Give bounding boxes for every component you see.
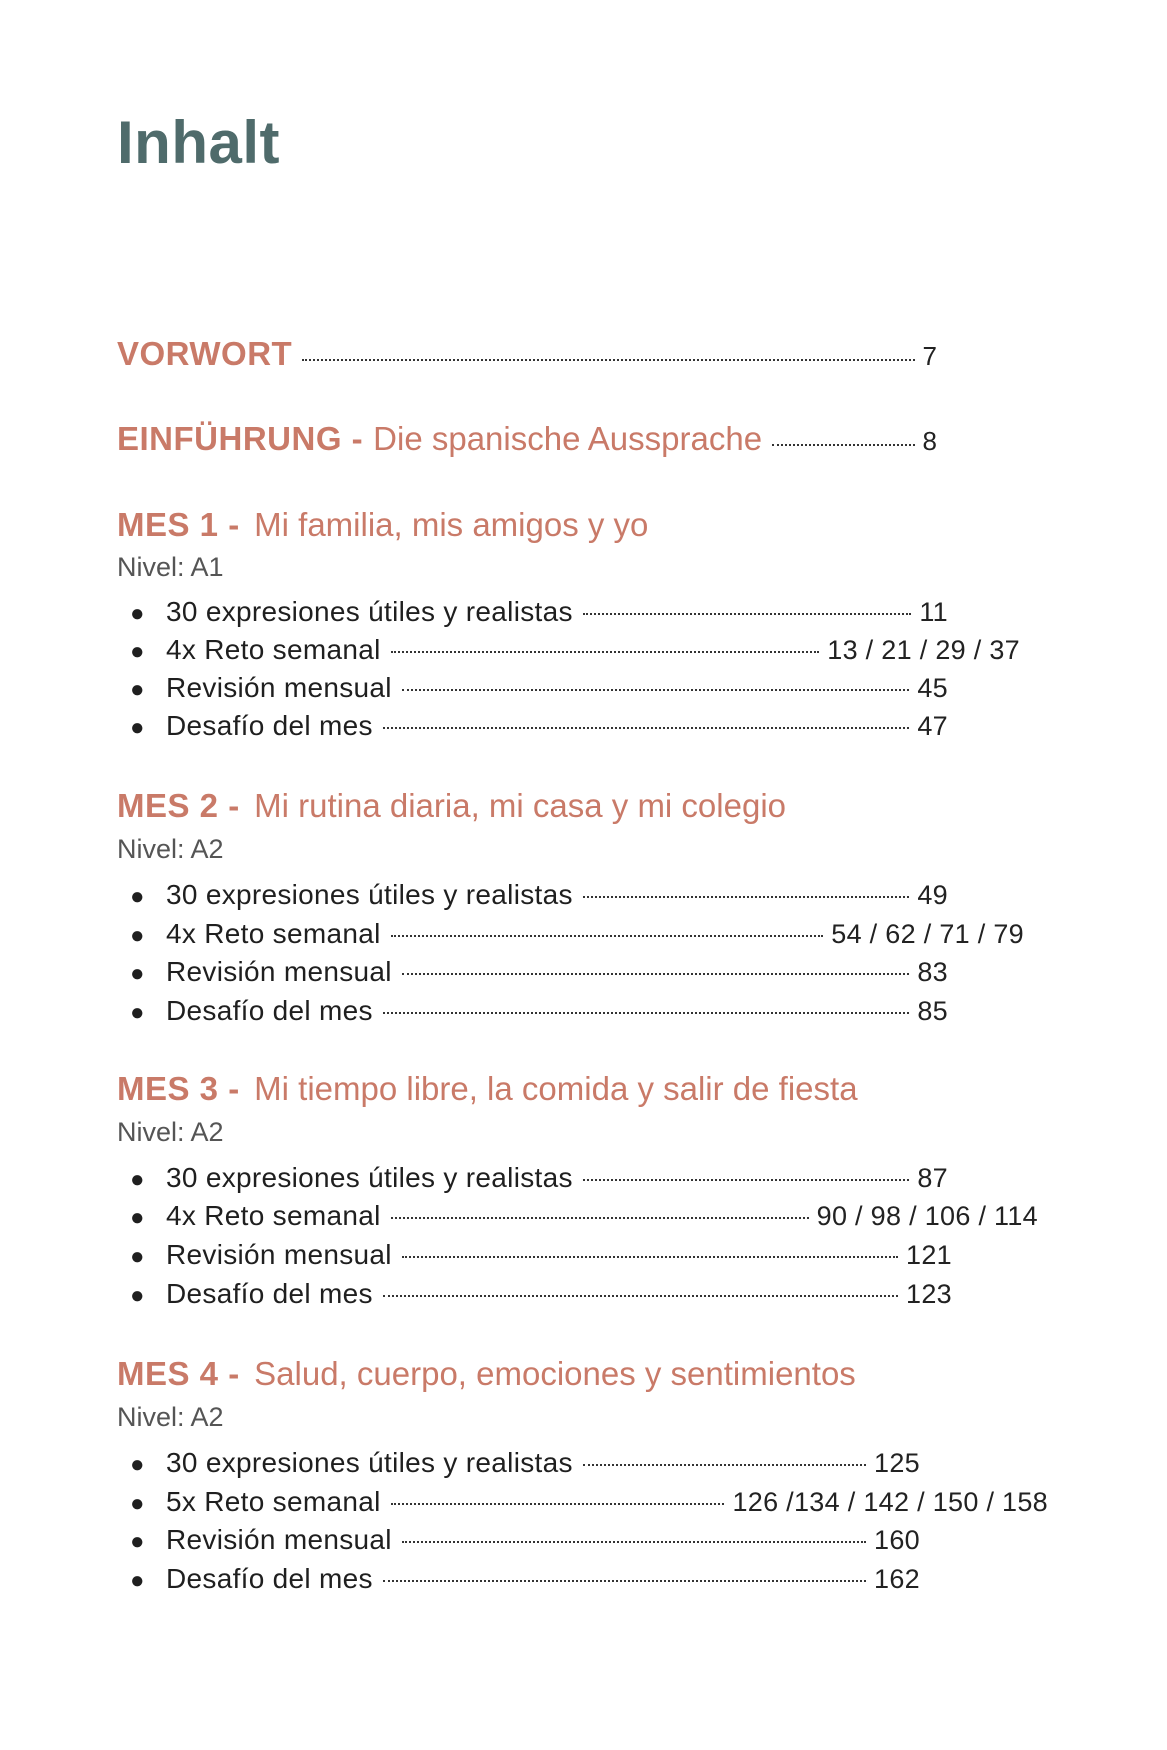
dot-leader — [402, 688, 910, 691]
dot-leader — [583, 1463, 866, 1466]
bullet-icon: ● — [130, 714, 145, 741]
bullet-icon: ● — [130, 883, 145, 910]
dot-leader — [402, 1255, 898, 1258]
item-label: Revisión mensual — [166, 1239, 392, 1270]
bullet-icon: ● — [130, 960, 145, 987]
toc-item — [130, 596, 948, 634]
month-label: MES 2 - — [117, 787, 240, 824]
dot-leader — [302, 358, 914, 361]
toc-item — [130, 1162, 948, 1200]
bullet-icon: ● — [130, 1567, 145, 1594]
bullet-icon: ● — [130, 1490, 145, 1517]
month-level: Nivel: A2 — [117, 1117, 224, 1147]
item-page-numbers: 87 — [917, 1163, 948, 1193]
toc-item — [130, 879, 948, 917]
bullet-icon: ● — [130, 1166, 145, 1193]
dot-leader — [391, 1216, 809, 1219]
item-page-numbers: 45 — [917, 673, 948, 703]
toc-page-number: 7 — [922, 341, 937, 371]
toc-item — [130, 634, 1020, 672]
dot-leader — [383, 1579, 866, 1582]
bullet-icon: ● — [130, 600, 145, 627]
bullet-icon: ● — [130, 1243, 145, 1270]
toc-entry-label: EINFÜHRUNG - — [117, 420, 364, 457]
toc-page-number: 8 — [922, 426, 937, 456]
item-label: Revisión mensual — [166, 1524, 392, 1555]
toc-item — [130, 995, 948, 1033]
dot-leader — [391, 934, 824, 937]
toc-item — [130, 1447, 920, 1485]
toc-entry-label: VORWORT — [117, 335, 293, 372]
item-page-numbers: 125 — [874, 1448, 920, 1478]
dot-leader — [383, 726, 910, 729]
month-level: Nivel: A2 — [117, 834, 224, 864]
item-page-numbers: 11 — [919, 597, 948, 627]
month-heading-1 — [117, 506, 648, 544]
item-page-numbers: 126 /134 / 142 / 150 / 158 — [732, 1487, 1048, 1517]
dot-leader — [383, 1011, 910, 1014]
bullet-icon: ● — [130, 1528, 145, 1555]
toc-entry-vorwort — [117, 335, 937, 379]
item-label: Desafío del mes — [166, 710, 373, 741]
toc-item — [130, 1278, 952, 1316]
month-label: MES 4 - — [117, 1355, 240, 1392]
item-page-numbers: 123 — [906, 1279, 952, 1309]
item-label: 30 expresiones útiles y realistas — [166, 1162, 573, 1193]
month-title: Mi familia, mis amigos y yo — [254, 506, 649, 543]
item-label: Revisión mensual — [166, 672, 392, 703]
month-label: MES 1 - — [117, 506, 240, 543]
item-label: 30 expresiones útiles y realistas — [166, 1447, 573, 1478]
toc-item — [130, 1200, 1038, 1238]
item-label: 30 expresiones útiles y realistas — [166, 596, 573, 627]
page-title: Inhalt — [117, 109, 280, 176]
item-label: 4x Reto semanal — [166, 1200, 381, 1231]
toc-entry-subtitle: Die spanische Aussprache — [373, 420, 763, 457]
toc-item — [130, 918, 1024, 956]
dot-leader — [583, 612, 912, 615]
dot-leader — [402, 972, 910, 975]
dot-leader — [383, 1294, 898, 1297]
month-heading-2 — [117, 787, 786, 825]
toc-item — [130, 710, 948, 748]
bullet-icon: ● — [130, 1282, 145, 1309]
item-label: 4x Reto semanal — [166, 918, 381, 949]
item-page-numbers: 121 — [906, 1240, 952, 1270]
toc-entry-einfuehrung — [117, 420, 937, 464]
item-page-numbers: 49 — [917, 880, 948, 910]
bullet-icon: ● — [130, 922, 145, 949]
dot-leader — [402, 1540, 866, 1543]
month-title: Mi tiempo libre, la comida y salir de fiesta — [254, 1070, 858, 1107]
bullet-icon: ● — [130, 676, 145, 703]
toc-item — [130, 1563, 920, 1601]
toc-item — [130, 956, 948, 994]
item-page-numbers: 162 — [874, 1564, 920, 1594]
dot-leader — [583, 895, 910, 898]
month-heading-3 — [117, 1070, 858, 1108]
item-label: Desafío del mes — [166, 1278, 373, 1309]
month-heading-4 — [117, 1355, 856, 1393]
item-label: 30 expresiones útiles y realistas — [166, 879, 573, 910]
item-page-numbers: 83 — [917, 957, 948, 987]
bullet-icon: ● — [130, 638, 145, 665]
dot-leader — [391, 650, 820, 653]
month-level: Nivel: A2 — [117, 1402, 224, 1432]
item-page-numbers: 47 — [917, 711, 948, 741]
item-label: Desafío del mes — [166, 1563, 373, 1594]
bullet-icon: ● — [130, 999, 145, 1026]
toc-item — [130, 672, 948, 710]
month-level: Nivel: A1 — [117, 552, 224, 582]
dot-leader — [583, 1178, 910, 1181]
item-label: Desafío del mes — [166, 995, 373, 1026]
dot-leader — [391, 1502, 725, 1505]
bullet-icon: ● — [130, 1451, 145, 1478]
item-page-numbers: 13 / 21 / 29 / 37 — [827, 635, 1020, 665]
item-label: 5x Reto semanal — [166, 1486, 381, 1517]
bullet-icon: ● — [130, 1204, 145, 1231]
item-label: Revisión mensual — [166, 956, 392, 987]
item-page-numbers: 54 / 62 / 71 / 79 — [831, 919, 1024, 949]
dot-leader — [772, 443, 914, 446]
toc-item — [130, 1524, 920, 1562]
month-title: Mi rutina diaria, mi casa y mi colegio — [254, 787, 787, 824]
item-page-numbers: 85 — [917, 996, 948, 1026]
item-page-numbers: 160 — [874, 1525, 920, 1555]
month-title: Salud, cuerpo, emociones y sentimientos — [254, 1355, 856, 1392]
toc-item — [130, 1239, 952, 1277]
item-label: 4x Reto semanal — [166, 634, 381, 665]
month-label: MES 3 - — [117, 1070, 240, 1107]
item-page-numbers: 90 / 98 / 106 / 114 — [816, 1201, 1038, 1231]
toc-item — [130, 1486, 1048, 1524]
